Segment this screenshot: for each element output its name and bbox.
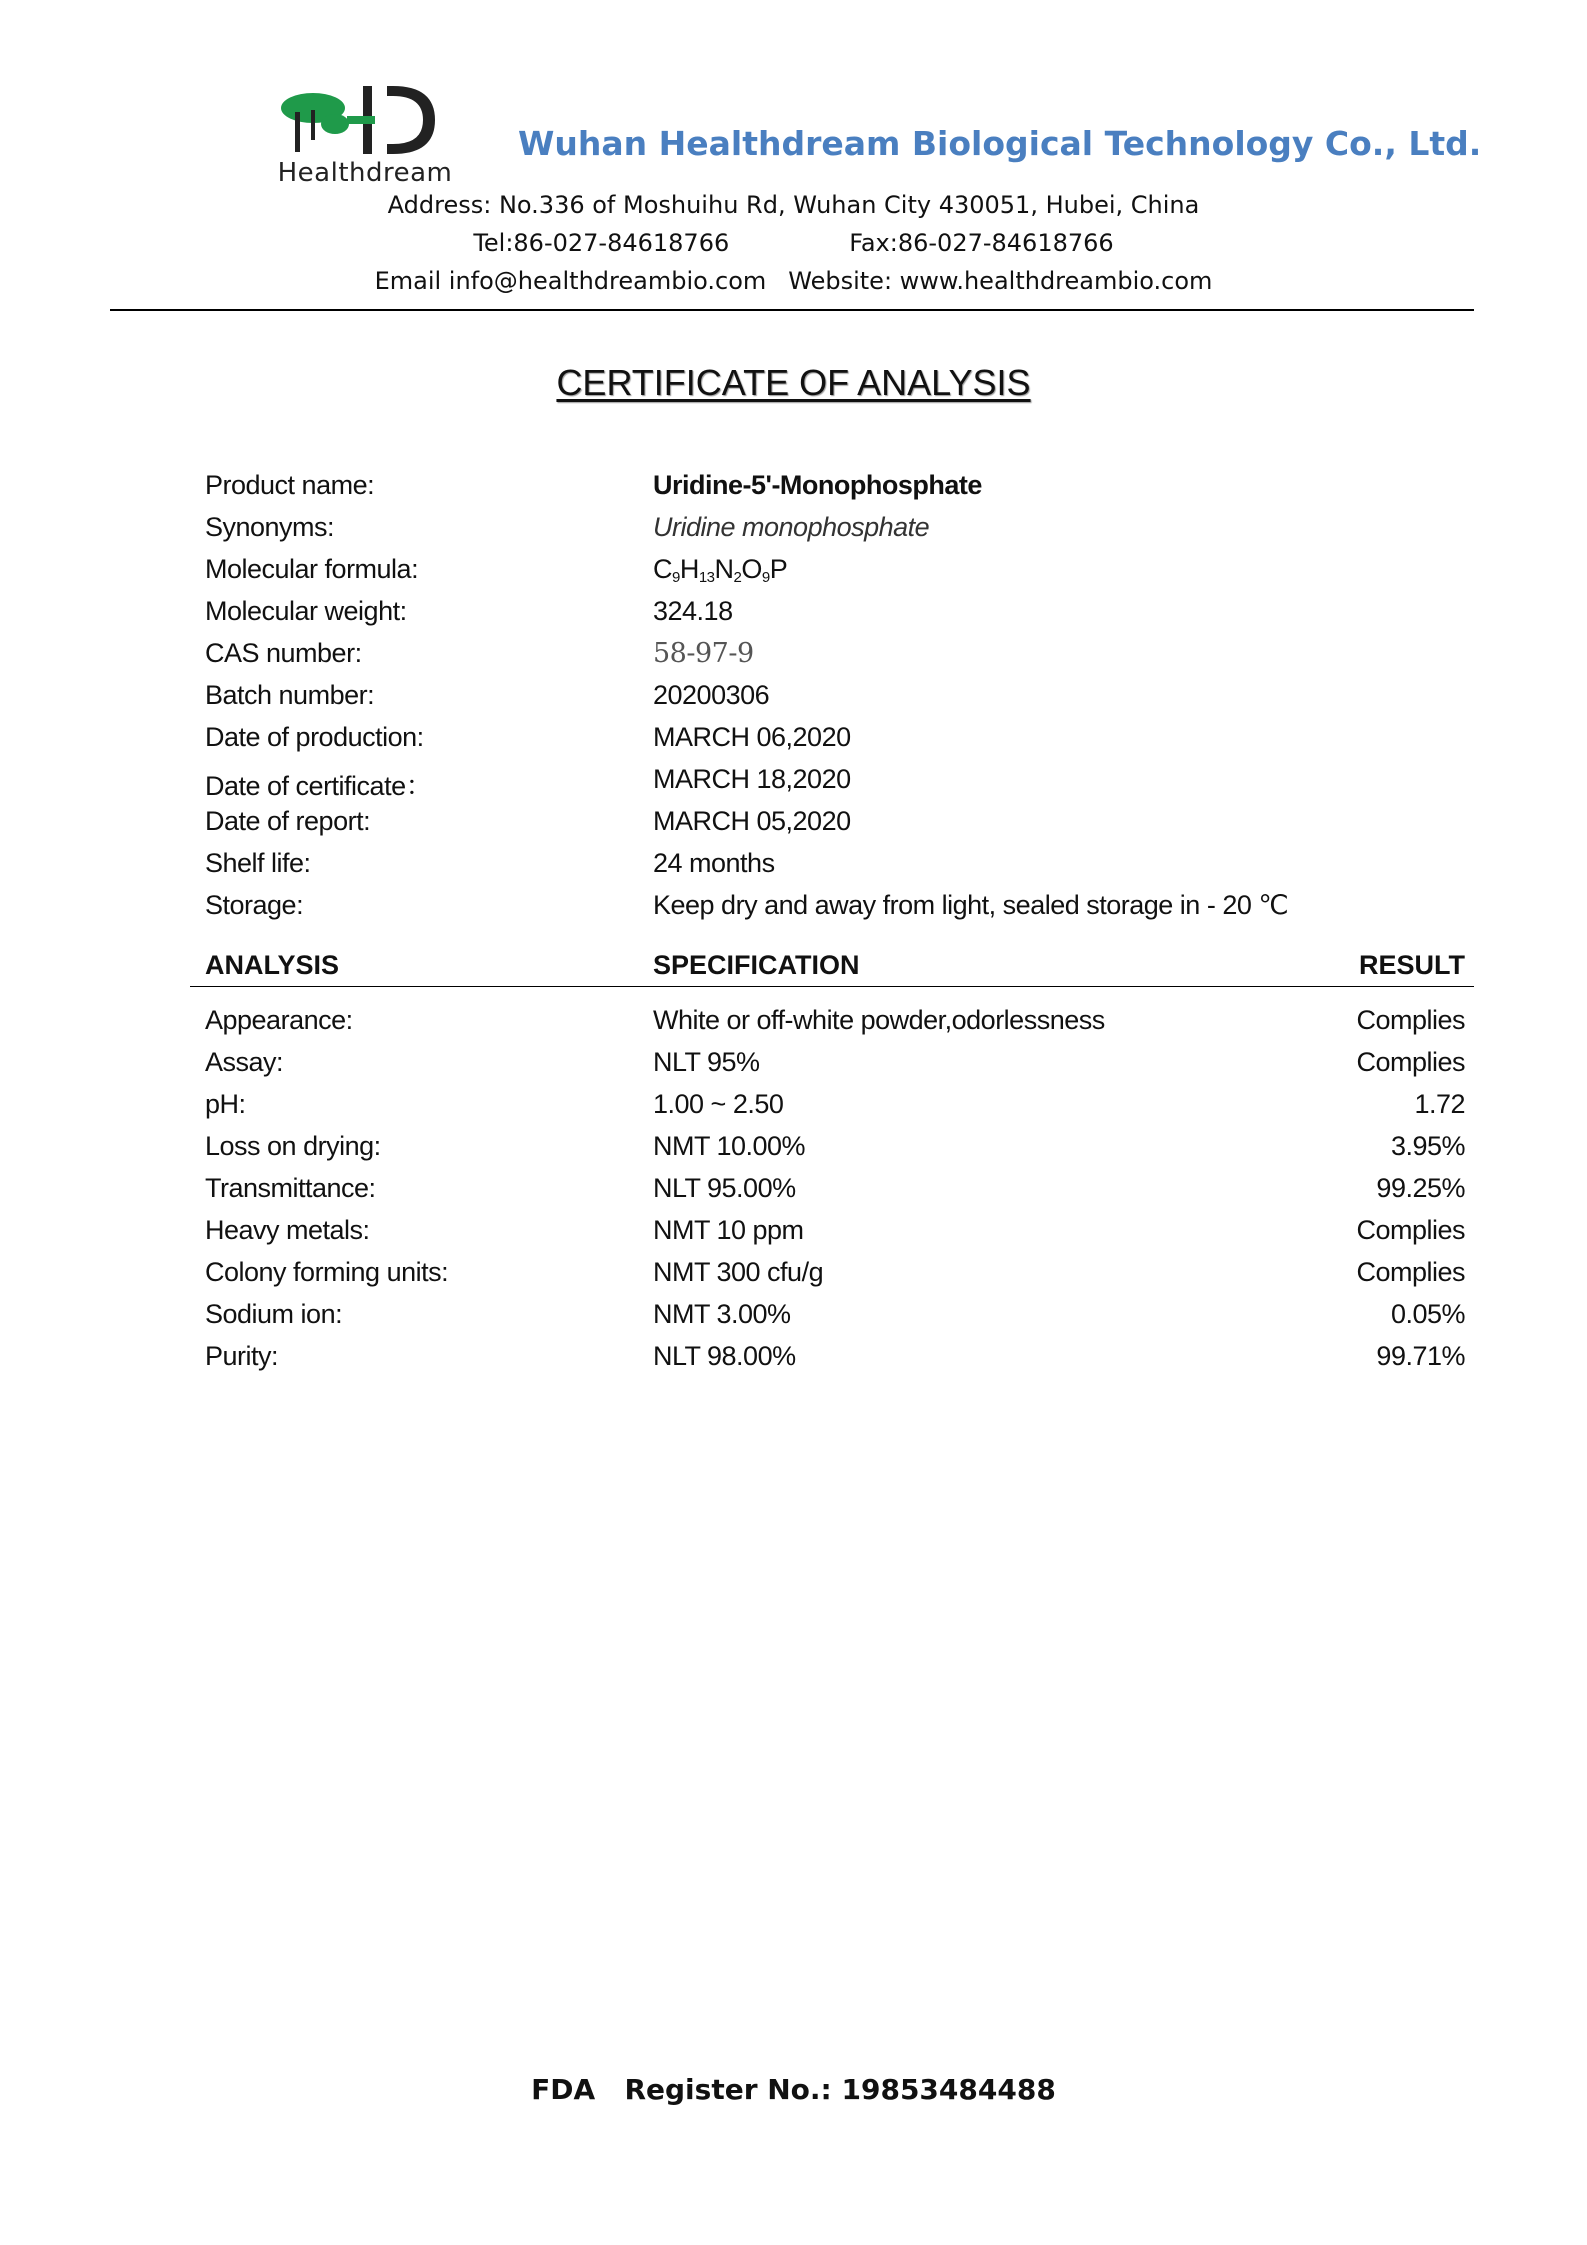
info-label: Molecular weight: (205, 596, 407, 626)
result-cell: Complies (1356, 1047, 1465, 1077)
company-fax: Fax:86-027-84618766 (849, 229, 1114, 257)
table-row (205, 1215, 1465, 1257)
info-row-molecular-formula (205, 554, 1465, 596)
company-email: Email info@healthdreambio.com (374, 267, 767, 295)
document-title: CERTIFICATE OF ANALYSIS (556, 362, 1031, 403)
info-value: Uridine-5'-Monophosphate (653, 470, 982, 500)
company-logo (275, 80, 455, 190)
molecular-formula-value: $C_9H_{13}N_2O_9P$ (653, 554, 788, 586)
info-row-cas-number (205, 638, 1465, 680)
table-row (205, 1047, 1465, 1089)
result-cell: 3.95% (1390, 1131, 1465, 1161)
result-cell: Complies (1356, 1257, 1465, 1287)
analysis-cell: pH: (205, 1089, 246, 1119)
analysis-cell: Assay: (205, 1047, 284, 1077)
info-value: MARCH 05,2020 (653, 806, 851, 836)
info-value: 324.18 (653, 596, 733, 626)
result-cell: 99.71% (1376, 1341, 1465, 1371)
analysis-cell: Colony forming units: (205, 1257, 449, 1287)
table-row (205, 1257, 1465, 1299)
specification-cell: 1.00 ~ 2.50 (653, 1089, 784, 1119)
specification-cell: White or off-white powder,odorlessness (653, 1005, 1105, 1035)
analysis-cell: Sodium ion: (205, 1299, 343, 1329)
info-value: MARCH 06,2020 (653, 722, 851, 752)
info-row-date-production (205, 722, 1465, 764)
info-value: 24 months (653, 848, 775, 878)
info-value: 58-97-9 (653, 638, 754, 669)
fda-register-number: FDA Register No.: 19853484488 (531, 2073, 1056, 2106)
info-value: Keep dry and away from light, sealed storage in - 20 ℃ (653, 890, 1289, 920)
info-row-product-name (205, 470, 1465, 512)
table-row (205, 1089, 1465, 1131)
specification-cell: NLT 95% (653, 1047, 760, 1077)
table-row (205, 1005, 1465, 1047)
analysis-table (205, 1005, 1465, 1383)
info-row-synonyms (205, 512, 1465, 554)
company-phone-fax (0, 229, 1587, 257)
specification-cell: NMT 3.00% (653, 1299, 791, 1329)
info-label: Date of report: (205, 806, 371, 836)
info-row-storage (205, 890, 1465, 932)
info-label: Storage: (205, 890, 304, 920)
info-label: Shelf life: (205, 848, 311, 878)
analysis-cell: Loss on drying: (205, 1131, 381, 1161)
info-row-shelf-life (205, 848, 1465, 890)
info-value: MARCH 18,2020 (653, 764, 851, 794)
specification-cell: NMT 10.00% (653, 1131, 806, 1161)
info-value: 20200306 (653, 680, 770, 710)
table-row (205, 1173, 1465, 1215)
info-row-date-report (205, 806, 1465, 848)
specification-cell: NMT 10 ppm (653, 1215, 804, 1245)
info-row-molecular-weight (205, 596, 1465, 638)
column-header-analysis: ANALYSIS (205, 950, 340, 980)
product-info (205, 470, 1465, 932)
company-website: Website: www.healthdreambio.com (788, 267, 1213, 295)
specification-cell: NMT 300 cfu/g (653, 1257, 824, 1287)
info-value: Uridine monophosphate (653, 512, 930, 542)
company-email-website (0, 267, 1587, 295)
result-cell: Complies (1356, 1005, 1465, 1035)
logo-wordmark: Healthdream (277, 158, 453, 188)
result-cell: 99.25% (1376, 1173, 1465, 1203)
table-row (205, 1341, 1465, 1383)
info-label: Product name: (205, 470, 375, 500)
analysis-cell: Transmittance: (205, 1173, 376, 1203)
info-label: Synonyms: (205, 512, 335, 542)
info-row-batch-number (205, 680, 1465, 722)
table-header-divider (190, 986, 1474, 987)
company-address: Address: No.336 of Moshuihu Rd, Wuhan City 430051, Hubei, China (387, 191, 1200, 219)
company-tel: Tel:86-027-84618766 (473, 229, 730, 257)
analysis-cell: Appearance: (205, 1005, 353, 1035)
info-label: Batch number: (205, 680, 375, 710)
company-name: Wuhan Healthdream Biological Technology Co., Ltd. (518, 124, 1482, 163)
result-cell: Complies (1356, 1215, 1465, 1245)
column-header-specification: SPECIFICATION (653, 950, 860, 980)
header-divider (110, 309, 1474, 311)
table-row (205, 1131, 1465, 1173)
info-label: CAS number: (205, 638, 362, 668)
specification-cell: NLT 98.00% (653, 1341, 796, 1371)
info-row-date-certificate (205, 764, 1465, 806)
table-row (205, 1299, 1465, 1341)
specification-cell: NLT 95.00% (653, 1173, 796, 1203)
analysis-cell: Heavy metals: (205, 1215, 370, 1245)
healthdream-logo-icon (275, 80, 455, 160)
info-label: Date of certificate： (205, 771, 433, 801)
result-cell: 1.72 (1414, 1089, 1465, 1119)
info-label: Date of production: (205, 722, 424, 752)
info-label: Molecular formula: (205, 554, 419, 584)
column-header-result: RESULT (1359, 950, 1465, 980)
analysis-cell: Purity: (205, 1341, 279, 1371)
result-cell: 0.05% (1390, 1299, 1465, 1329)
